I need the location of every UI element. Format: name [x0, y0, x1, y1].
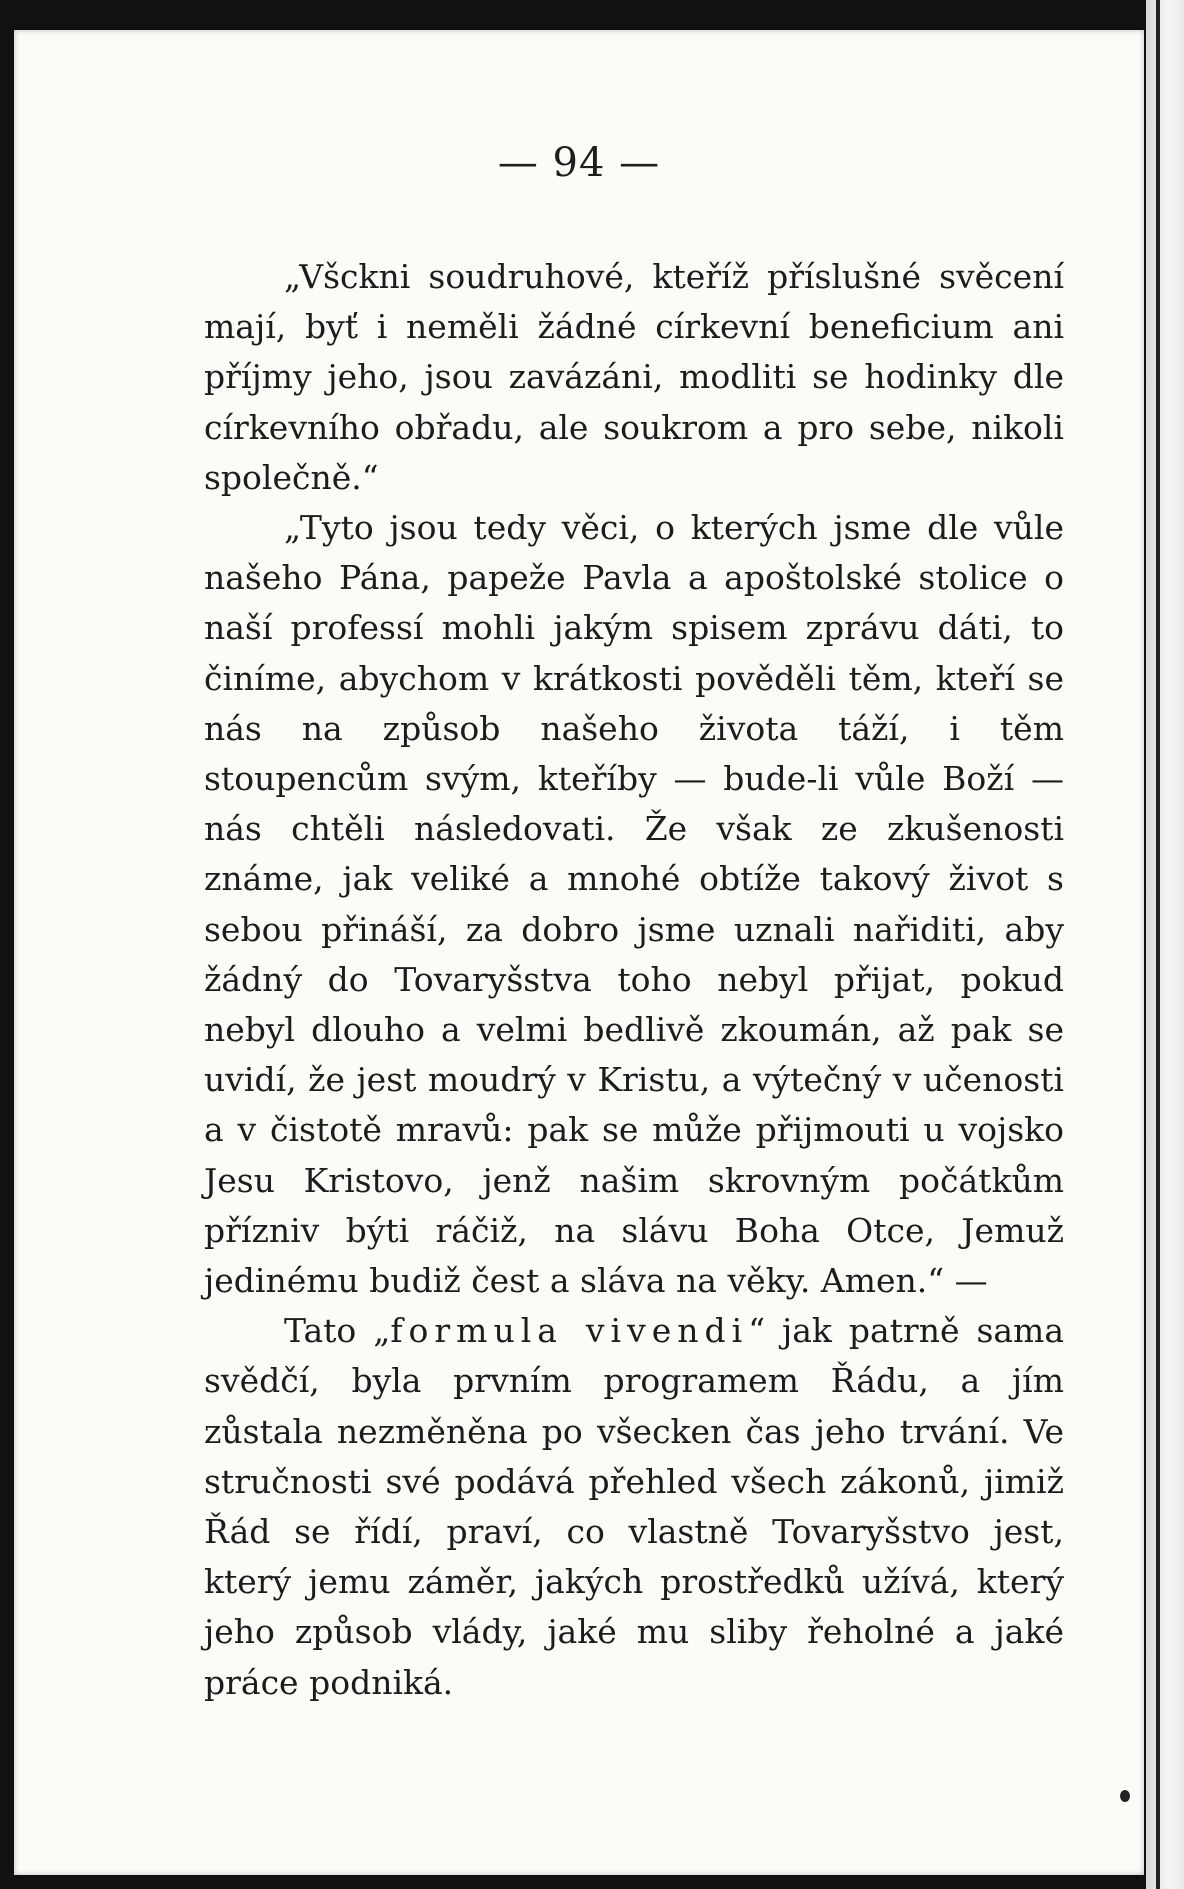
adjacent-page-edge — [1146, 0, 1184, 1889]
paragraph-3-start: Tato „ — [284, 1311, 391, 1351]
ink-speck — [1120, 1790, 1130, 1802]
page-number: — 94 — — [497, 140, 661, 186]
paragraph-3-rest: “ jak patrně sama svědčí, byla prvním programem Řádu, a jím zůstala nezměněna po všecken čas jeho trvání. Ve stručnosti své podává přehled všech zákonů, jimiž Řád se řídí, praví, co vlastně Tovaryšstvo jest, který jemu záměr, jakých prostředků užívá, který jeho způsob vlády, jaké mu sliby řeholné a jaké práce podniká. — [204, 1311, 1065, 1702]
book-page — [14, 30, 1144, 1875]
paragraph-1: „Všckni soudruhové, kteříž příslušné svěcení mají, byť i neměli žádné církevní beneficium ani příjmy jeho, jsou zavázáni, modliti se hodinky dle církevního obřadu, ale soukrom a pro sebe, nikoli společně.“ — [204, 257, 1064, 497]
body-text — [204, 252, 1064, 1708]
paragraph-2: „Tyto jsou tedy věci, o kterých jsme dle vůle našeho Pána, papeže Pavla a apoštolské stolice o naší professí mohli jakým spisem zprávu dáti, to činíme, abychom v krátkosti pověděli těm, kteří se nás na způsob našeho života táží, i těm stoupencům svým, kteříby — bude-li vůle Boží — nás chtěli následovati. Že však ze zkušenosti známe, jak veliké a mnohé obtíže takový život s sebou přináší, za dobro jsme uznali nařiditi, aby žádný do Tovaryšstva toho nebyl přijat, pokud nebyl dlouho a velmi bedlivě zkoumán, až pak se uvidí, že jest moudrý v Kristu, a výtečný v učenosti a v čistotě mravů: pak se může přijmouti u vojsko Jesu Kristovo, jenž našim skrovným počátkům přízniv býti ráčiž, na slávu Boha Otce, Jemuž jedinému budiž čest a sláva na věky. Amen.“ — — [204, 508, 1064, 1301]
paragraph-3 — [204, 1306, 1064, 1708]
binding-line — [1156, 0, 1160, 1889]
formula-vivendi-term: formula vivendi — [390, 1311, 749, 1351]
